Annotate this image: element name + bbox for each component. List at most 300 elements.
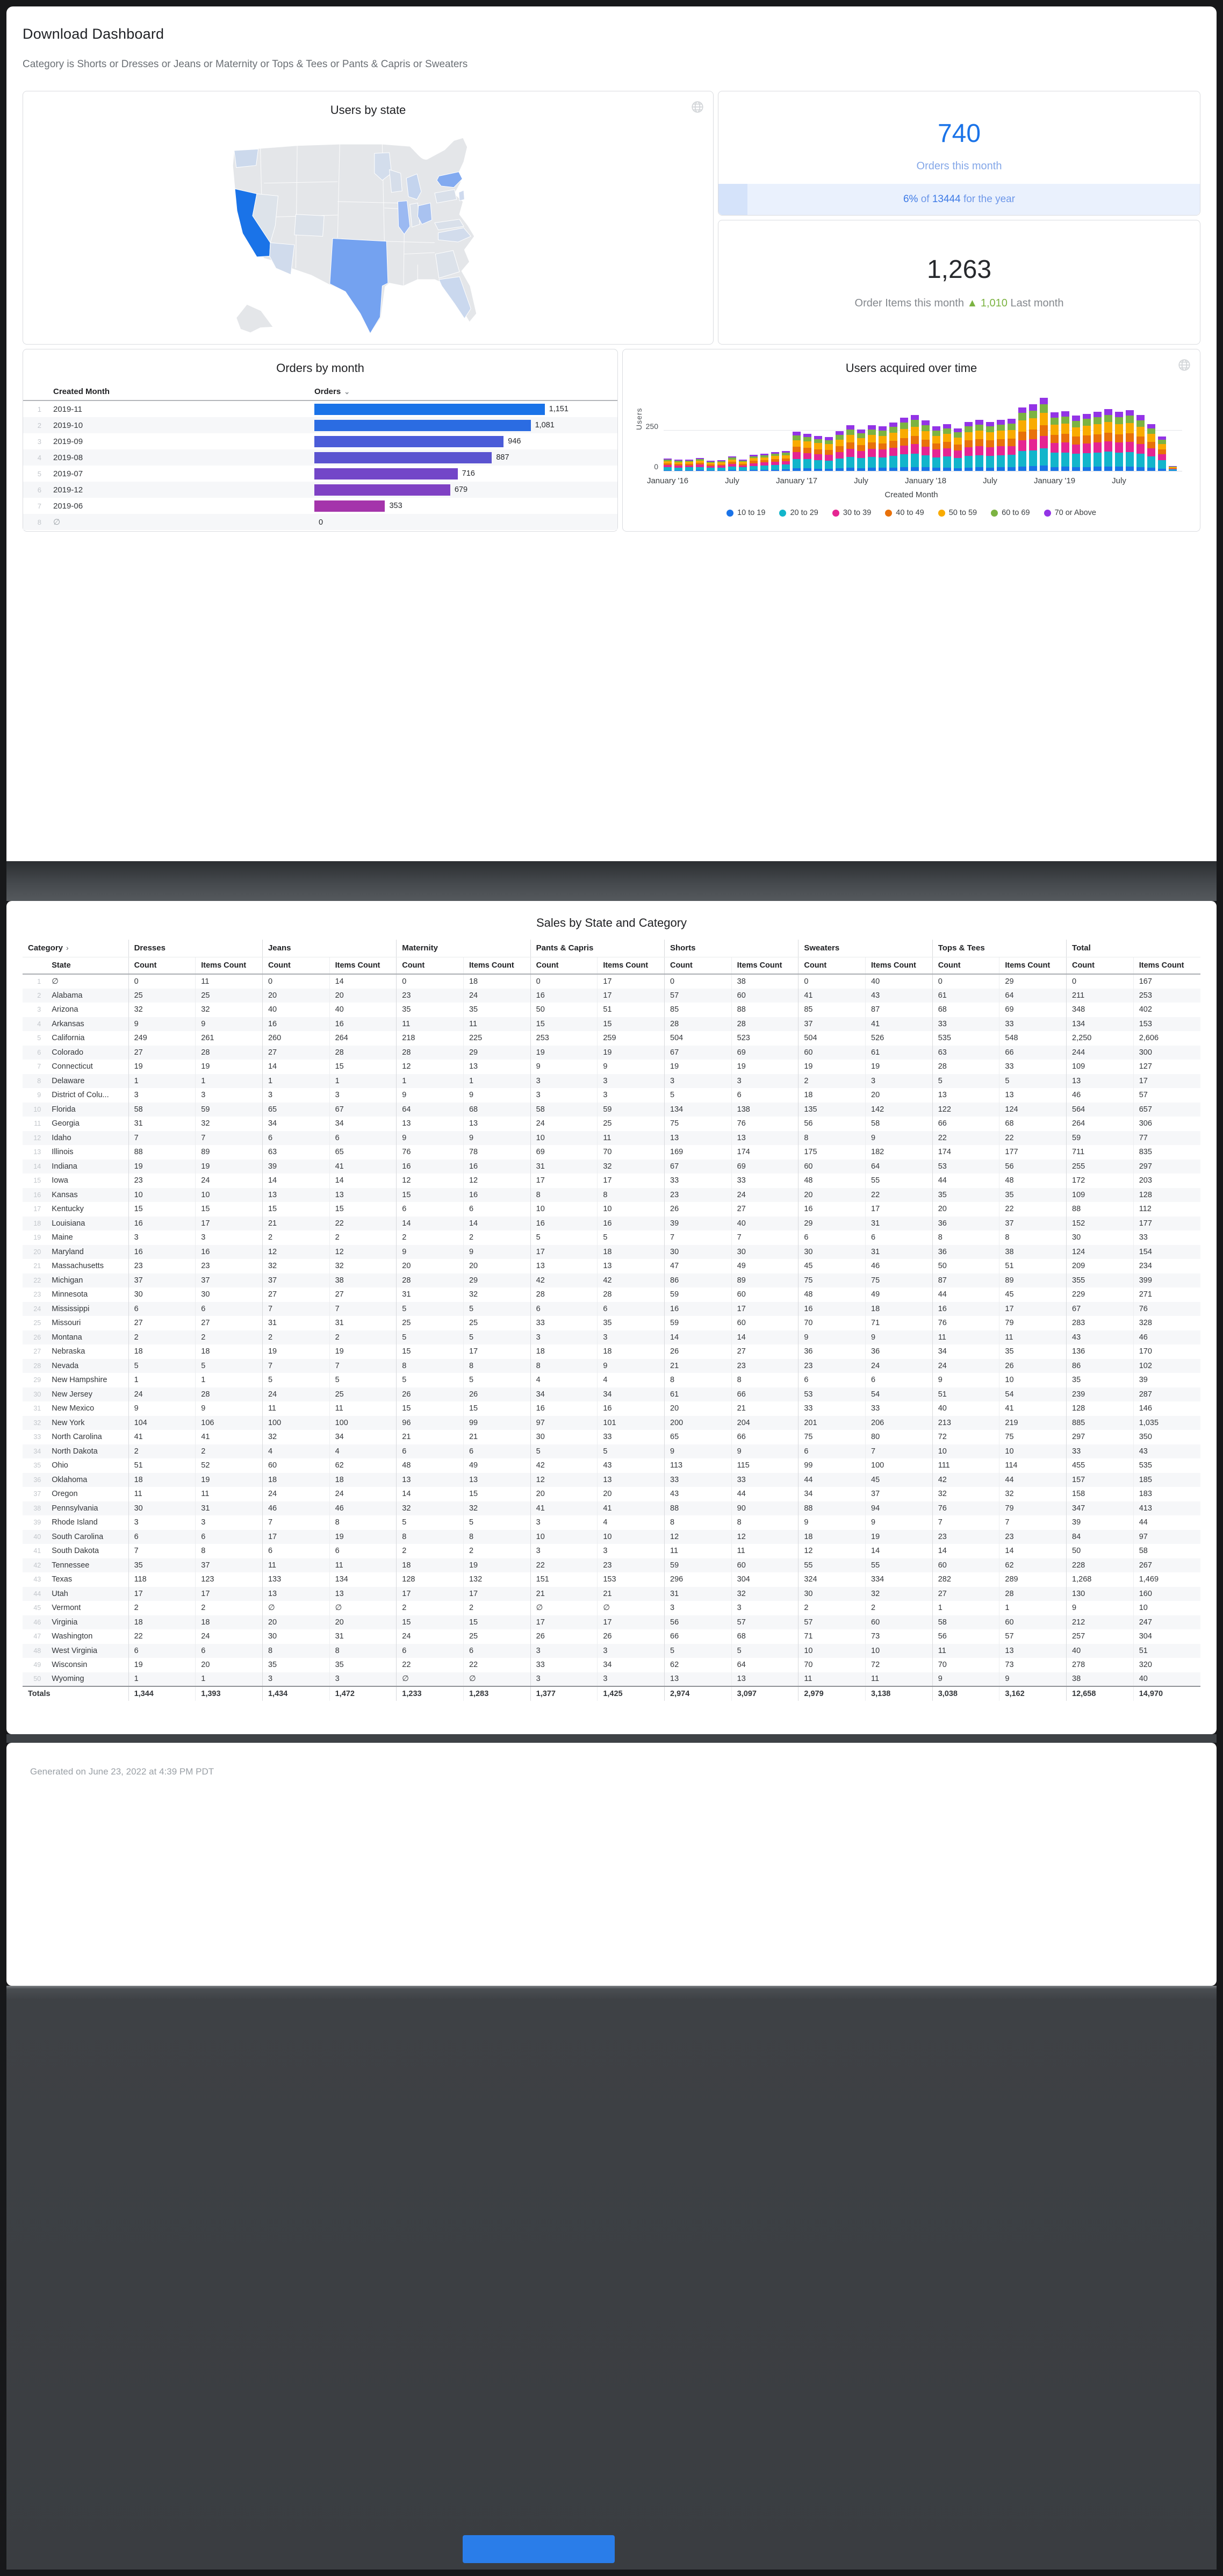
bar-segment: [793, 435, 801, 440]
stacked-bar[interactable]: [1093, 412, 1102, 471]
state-cell: Vermont: [46, 1601, 128, 1615]
stacked-bar[interactable]: [965, 422, 973, 471]
state-cell: Virginia: [46, 1615, 128, 1630]
orders-row[interactable]: [23, 466, 617, 482]
value-cell: 153: [598, 1572, 665, 1587]
stacked-bar[interactable]: [846, 425, 854, 471]
stacked-bar[interactable]: [1051, 412, 1059, 471]
orders-bar[interactable]: [314, 436, 503, 447]
orders-row[interactable]: [23, 433, 617, 449]
value-cell: ∅: [262, 1601, 329, 1615]
stacked-bar[interactable]: [803, 434, 811, 471]
category-group-header[interactable]: Sweaters: [798, 940, 932, 957]
value-cell: 138: [731, 1103, 798, 1117]
legend-label: 20 to 29: [790, 509, 818, 517]
value-cell: 3: [530, 1672, 598, 1687]
orders-row[interactable]: [23, 449, 617, 466]
value-cell: 11: [262, 1558, 329, 1573]
value-cell: 72: [932, 1430, 999, 1444]
delta-up-icon: ▲ 1,010: [967, 297, 1008, 309]
value-cell: 45: [798, 1259, 866, 1273]
bar-segment: [922, 440, 930, 447]
stacked-bar[interactable]: [685, 460, 693, 471]
measure-column-header[interactable]: Items Count: [598, 957, 665, 974]
stacked-bar[interactable]: [696, 458, 704, 471]
value-cell: 2: [128, 1601, 196, 1615]
value-cell: 19: [196, 1160, 263, 1174]
value-cell: 46: [262, 1501, 329, 1516]
legend-label: 50 to 59: [948, 509, 977, 517]
value-cell: 58: [530, 1103, 598, 1117]
stacked-bar[interactable]: [954, 428, 962, 471]
table-row: [23, 1416, 1200, 1430]
stacked-bar[interactable]: [1029, 404, 1037, 471]
value-cell: 51: [128, 1458, 196, 1473]
stacked-bar[interactable]: [1126, 410, 1134, 471]
value-cell: 30: [262, 1629, 329, 1644]
created-month-header[interactable]: Created Month: [53, 387, 110, 396]
measure-column-header[interactable]: Count: [798, 957, 866, 974]
orders-row[interactable]: [23, 514, 617, 530]
value-cell: 271: [1133, 1287, 1200, 1302]
value-cell: 37: [866, 1487, 933, 1501]
table-row: [23, 1160, 1200, 1174]
orders-bar[interactable]: [314, 468, 458, 480]
stacked-bar[interactable]: [1169, 466, 1177, 471]
bar-segment: [879, 426, 887, 431]
stacked-bar[interactable]: [674, 460, 682, 471]
value-cell: 10: [932, 1444, 999, 1459]
stacked-bar[interactable]: [825, 437, 833, 471]
legend-item[interactable]: [991, 509, 1030, 517]
value-cell: 18: [128, 1473, 196, 1487]
stacked-bar[interactable]: [911, 415, 919, 471]
bar-segment: [868, 435, 876, 442]
value-cell: 174: [932, 1145, 999, 1160]
legend-item[interactable]: [832, 509, 871, 517]
value-cell: 14: [463, 1217, 530, 1231]
measure-column-header[interactable]: Items Count: [999, 957, 1067, 974]
bar-segment: [793, 440, 801, 447]
value-cell: 564: [1067, 1103, 1134, 1117]
bar-segment: [857, 468, 865, 471]
stacked-bar[interactable]: [1040, 398, 1048, 471]
value-cell: 17: [196, 1217, 263, 1231]
stacked-bar[interactable]: [879, 426, 887, 471]
value-cell: 3: [530, 1088, 598, 1103]
bar-segment: [1083, 414, 1091, 419]
value-cell: 20: [932, 1202, 999, 1217]
measure-column-header[interactable]: Count: [128, 957, 196, 974]
filter-summary: Category is Shorts or Dresses or Jeans or Maternity or Tops & Tees or Pants & Capris or Sweaters: [23, 59, 468, 70]
measure-column-header[interactable]: Items Count: [866, 957, 933, 974]
measure-column-header[interactable]: Count: [530, 957, 598, 974]
bar-segment: [717, 470, 725, 471]
value-cell: 88: [1067, 1202, 1134, 1217]
value-cell: 104: [128, 1416, 196, 1430]
value-cell: 19: [665, 1060, 732, 1074]
legend-dot-icon: [885, 510, 892, 517]
value-cell: 28: [329, 1046, 397, 1060]
stacked-bar[interactable]: [943, 424, 951, 471]
stacked-bar[interactable]: [922, 420, 930, 471]
value-cell: 17: [530, 1245, 598, 1260]
bar-segment: [954, 438, 962, 445]
legend-item[interactable]: [938, 509, 977, 517]
value-cell: 56: [665, 1615, 732, 1630]
value-cell: 52: [196, 1458, 263, 1473]
value-cell: 3: [329, 1672, 397, 1687]
stacked-bar[interactable]: [1008, 419, 1016, 471]
stacked-bar[interactable]: [664, 459, 672, 471]
stacked-bar-plot[interactable]: [645, 390, 1182, 471]
stacked-bar[interactable]: [900, 418, 908, 471]
stacked-bar[interactable]: [836, 431, 844, 471]
state-cell: Minnesota: [46, 1287, 128, 1302]
bar-segment: [868, 449, 876, 456]
value-cell: 75: [866, 1273, 933, 1288]
value-cell: 33: [530, 1658, 598, 1672]
stacked-bar[interactable]: [750, 455, 758, 471]
value-cell: 31: [329, 1629, 397, 1644]
value-cell: 24: [866, 1359, 933, 1373]
table-row: [23, 1615, 1200, 1630]
value-cell: 97: [1133, 1530, 1200, 1544]
value-cell: 67: [1067, 1302, 1134, 1316]
value-cell: 64: [397, 1103, 464, 1117]
value-cell: 33: [665, 1173, 732, 1188]
bar-segment: [825, 455, 833, 461]
chart-legend: [623, 509, 1200, 517]
bar-segment: [932, 457, 940, 468]
bar-segment: [846, 457, 854, 468]
value-cell: 53: [798, 1387, 866, 1402]
value-cell: 35: [397, 1003, 464, 1017]
orders-bar[interactable]: [314, 452, 492, 463]
measure-column-header[interactable]: Items Count: [196, 957, 263, 974]
orders-this-month-tile: [718, 91, 1200, 216]
stacked-bar[interactable]: [728, 456, 736, 471]
bar-segment: [1083, 443, 1091, 453]
bar-segment: [836, 468, 844, 471]
value-cell: 239: [1067, 1387, 1134, 1402]
bar-segment: [965, 426, 973, 432]
value-cell: 2: [463, 1601, 530, 1615]
value-cell: 11: [329, 1558, 397, 1573]
bar-segment: [1136, 437, 1145, 444]
measure-column-header[interactable]: Count: [1067, 957, 1134, 974]
stacked-bar[interactable]: [1018, 407, 1026, 471]
value-cell: 33: [665, 1473, 732, 1487]
value-cell: 42: [530, 1273, 598, 1288]
bar-segment: [750, 466, 758, 470]
stacked-bar[interactable]: [1072, 416, 1080, 471]
value-cell: 21: [731, 1401, 798, 1416]
bar-segment: [814, 439, 822, 443]
value-cell: 10: [128, 1188, 196, 1203]
value-cell: 5: [329, 1373, 397, 1387]
value-cell: 9: [463, 1088, 530, 1103]
orders-row[interactable]: [23, 482, 617, 498]
category-group-header[interactable]: Jeans: [262, 940, 396, 957]
x-tick-label: January '18: [904, 476, 947, 485]
value-cell: 40: [1133, 1672, 1200, 1687]
x-tick-label: January '17: [775, 476, 818, 485]
bar-segment: [814, 449, 822, 454]
bar-segment: [1093, 453, 1102, 467]
value-cell: 15: [196, 1202, 263, 1217]
category-group-header[interactable]: Pants & Capris: [530, 940, 664, 957]
value-cell: 15: [598, 1017, 665, 1032]
value-cell: 5: [397, 1373, 464, 1387]
value-cell: 26: [530, 1629, 598, 1644]
orders-row[interactable]: [23, 498, 617, 514]
bar-segment: [868, 457, 876, 468]
bar-cell: [308, 420, 617, 431]
state-cell: Arizona: [46, 1003, 128, 1017]
value-cell: 21: [665, 1359, 732, 1373]
measure-column-header[interactable]: Items Count: [463, 957, 530, 974]
row-number: 35: [33, 1462, 41, 1470]
value-cell: 177: [1133, 1217, 1200, 1231]
measure-column-header[interactable]: Items Count: [731, 957, 798, 974]
value-cell: 2: [397, 1544, 464, 1558]
row-number: 5: [37, 469, 41, 478]
orders-bar[interactable]: [314, 484, 450, 496]
legend-item[interactable]: [779, 509, 818, 517]
legend-item[interactable]: [726, 509, 765, 517]
value-cell: 29: [999, 974, 1067, 989]
state-new-jersey[interactable]: [459, 190, 465, 201]
orders-row[interactable]: [23, 417, 617, 433]
bar-cell: [308, 500, 617, 512]
value-cell: 6: [463, 1444, 530, 1459]
value-cell: 112: [1133, 1202, 1200, 1217]
measure-column-header[interactable]: Items Count: [1133, 957, 1200, 974]
value-cell: 33: [866, 1401, 933, 1416]
value-cell: 113: [665, 1458, 732, 1473]
bar-segment: [997, 455, 1005, 468]
value-cell: 9: [530, 1060, 598, 1074]
row-number: 20: [33, 1248, 41, 1256]
orders-row[interactable]: [23, 401, 617, 417]
bar-segment: [879, 443, 887, 450]
bar-segment: [922, 447, 930, 455]
value-cell: 35: [128, 1558, 196, 1573]
section-divider: [6, 1734, 1217, 1743]
value-cell: 7: [128, 1131, 196, 1146]
value-cell: 85: [798, 1003, 866, 1017]
stacked-bar[interactable]: [997, 420, 1005, 471]
stacked-bar[interactable]: [760, 454, 768, 471]
legend-item[interactable]: [1044, 509, 1096, 517]
table-row: [23, 1117, 1200, 1131]
table-row: [23, 1259, 1200, 1273]
value-cell: 2: [463, 1230, 530, 1245]
value-cell: 49: [866, 1287, 933, 1302]
state-alaska[interactable]: [236, 304, 274, 333]
value-cell: 255: [1067, 1160, 1134, 1174]
value-cell: 32: [262, 1430, 329, 1444]
value-cell: 7: [196, 1131, 263, 1146]
value-cell: 0: [1067, 974, 1134, 989]
stacked-bar[interactable]: [889, 423, 897, 471]
bar-segment: [739, 470, 747, 471]
stacked-bar[interactable]: [771, 452, 779, 471]
value-cell: 31: [866, 1245, 933, 1260]
bar-segment: [793, 459, 801, 468]
value-cell: 76: [1133, 1302, 1200, 1316]
value-cell: 12: [262, 1245, 329, 1260]
stacked-bar[interactable]: [986, 422, 994, 471]
value-cell: 31: [262, 1316, 329, 1330]
bar-segment: [793, 468, 801, 471]
measure-column-header[interactable]: Count: [262, 957, 329, 974]
value-cell: 11: [196, 974, 263, 989]
bar-segment: [1008, 439, 1016, 446]
value-cell: 32: [731, 1587, 798, 1601]
category-group-header[interactable]: Dresses: [128, 940, 262, 957]
orders-progress-text: 6% of 13444 for the year: [903, 194, 1016, 205]
orders-header[interactable]: Orders ⌄: [314, 387, 350, 396]
stacked-bar[interactable]: [1104, 409, 1112, 471]
bar-segment: [954, 458, 962, 468]
orders-bar[interactable]: [314, 404, 545, 415]
value-cell: 35: [932, 1188, 999, 1203]
value-cell: 203: [1133, 1173, 1200, 1188]
value-cell: 8: [665, 1515, 732, 1530]
category-group-header[interactable]: Total: [1067, 940, 1200, 957]
stacked-bar[interactable]: [814, 436, 822, 471]
value-cell: 5: [397, 1330, 464, 1345]
stacked-bar[interactable]: [868, 425, 876, 471]
table-row: [23, 1103, 1200, 1117]
stacked-bar[interactable]: [1147, 424, 1155, 471]
bar-segment: [965, 447, 973, 456]
bar-cell: [308, 484, 617, 496]
category-group-header[interactable]: Tops & Tees: [932, 940, 1066, 957]
table-row: [23, 1544, 1200, 1558]
measure-column-header[interactable]: Items Count: [329, 957, 397, 974]
value-cell: 259: [598, 1031, 665, 1046]
value-cell: 67: [665, 1160, 732, 1174]
stacked-bar[interactable]: [739, 460, 747, 471]
bar-segment: [911, 415, 919, 420]
value-cell: 37: [196, 1558, 263, 1573]
row-number: 50: [33, 1675, 41, 1683]
value-cell: 9: [665, 1444, 732, 1459]
stacked-bar[interactable]: [1061, 411, 1069, 471]
category-pivot-header[interactable]: Category ›: [23, 940, 128, 957]
state-cell: New Hampshire: [46, 1373, 128, 1387]
bar-segment: [782, 469, 790, 471]
state-column-header[interactable]: State: [46, 957, 128, 974]
value-cell: 35: [598, 1316, 665, 1330]
value-cell: 5: [397, 1515, 464, 1530]
state-washington[interactable]: [234, 149, 258, 167]
value-cell: 413: [1133, 1501, 1200, 1516]
measure-column-header[interactable]: Count: [665, 957, 732, 974]
value-cell: 25: [128, 989, 196, 1003]
bar-segment: [954, 450, 962, 458]
state-colorado[interactable]: [294, 214, 324, 237]
value-cell: 46: [866, 1259, 933, 1273]
stacked-bar[interactable]: [975, 420, 983, 471]
value-cell: 56: [798, 1117, 866, 1131]
table-row: [23, 1430, 1200, 1444]
stacked-bar[interactable]: [1115, 412, 1123, 471]
value-cell: 8: [932, 1230, 999, 1245]
orders-bar[interactable]: [314, 500, 385, 512]
bar-segment: [760, 470, 768, 471]
bar-segment: [857, 433, 865, 438]
bar-segment: [1115, 417, 1123, 424]
value-cell: 18: [196, 1344, 263, 1359]
stacked-bar[interactable]: [1136, 415, 1145, 471]
bar-segment: [954, 428, 962, 432]
state-cell: Illinois: [46, 1145, 128, 1160]
state-wisconsin[interactable]: [390, 170, 402, 192]
table-row: [23, 1217, 1200, 1231]
value-cell: 347: [1067, 1501, 1134, 1516]
bar-segment: [1018, 420, 1026, 431]
stacked-bar[interactable]: [793, 432, 801, 471]
value-cell: 30: [665, 1245, 732, 1260]
category-group-header[interactable]: Shorts: [665, 940, 798, 957]
stacked-bar[interactable]: [782, 451, 790, 471]
bar-segment: [1029, 430, 1037, 439]
value-cell: 6: [866, 1230, 933, 1245]
bar-segment: [1072, 416, 1080, 420]
orders-bar[interactable]: [314, 420, 531, 431]
value-cell: 26: [463, 1387, 530, 1402]
value-cell: 70: [598, 1145, 665, 1160]
stacked-bar[interactable]: [1083, 414, 1091, 471]
value-cell: 33: [999, 1060, 1067, 1074]
value-cell: 14: [731, 1330, 798, 1345]
value-cell: 1: [196, 1672, 263, 1687]
value-cell: 14: [262, 1173, 329, 1188]
legend-item[interactable]: [885, 509, 924, 517]
stacked-bar[interactable]: [717, 460, 725, 471]
us-choropleth-map[interactable]: [23, 119, 713, 340]
bar-segment: [1104, 452, 1112, 467]
value-cell: 32: [866, 1587, 933, 1601]
measure-column-header[interactable]: Count: [397, 957, 464, 974]
value-cell: 41: [866, 1017, 933, 1032]
stacked-bar[interactable]: [707, 461, 715, 471]
value-cell: 9: [128, 1017, 196, 1032]
category-group-header[interactable]: Maternity: [397, 940, 530, 957]
measure-column-header[interactable]: Count: [932, 957, 999, 974]
value-cell: 5: [932, 1074, 999, 1089]
value-cell: 33: [530, 1316, 598, 1330]
value-cell: 37: [999, 1217, 1067, 1231]
value-cell: 88: [731, 1003, 798, 1017]
stacked-bar[interactable]: [857, 430, 865, 471]
stacked-bar[interactable]: [932, 426, 940, 471]
row-number: 39: [33, 1519, 41, 1527]
value-cell: 17: [128, 1587, 196, 1601]
bottom-blue-button[interactable]: [463, 2535, 615, 2563]
value-cell: 13: [999, 1088, 1067, 1103]
stacked-bar[interactable]: [1158, 437, 1166, 471]
state-arizona[interactable]: [270, 242, 294, 274]
bar-segment: [889, 433, 897, 441]
row-number: 1: [37, 977, 41, 985]
value-cell: 17: [731, 1302, 798, 1316]
state-cell: Kentucky: [46, 1202, 128, 1217]
